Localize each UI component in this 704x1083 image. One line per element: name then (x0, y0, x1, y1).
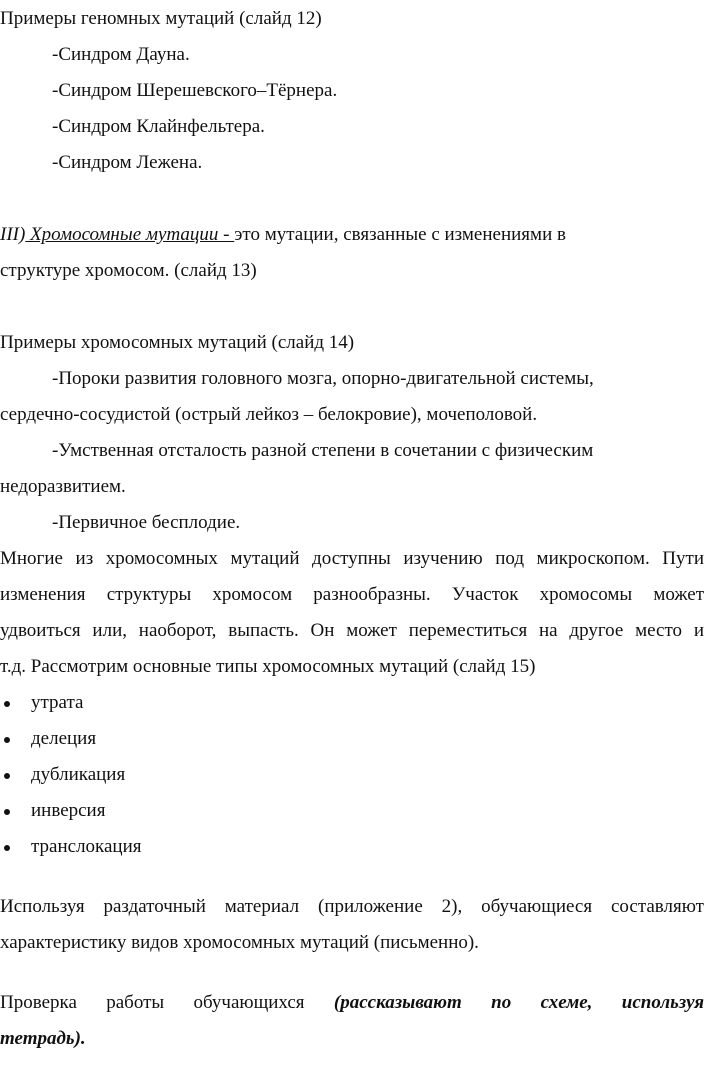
example-retardation-line1: -Умственная отсталость разной степени в сочетании с физическим (52, 440, 594, 461)
example-malformations-line1: -Пороки развития головного мозга, опорно-двигательной системы, (52, 368, 594, 389)
genomic-item-lejeune: -Синдром Лежена. (52, 152, 203, 173)
chromosomal-examples-heading: Примеры хромосомных мутаций (слайд 14) (0, 332, 355, 353)
paragraph-line3: удвоиться или, наоборот, выпасть. Он может переместиться на другое место и (0, 620, 704, 641)
example-infertility: -Первичное бесплодие. (52, 512, 241, 533)
type-label: утрата (31, 692, 84, 713)
type-label: дубликация (31, 764, 126, 785)
paragraph-line2: изменения структуры хромосом разнообразны. Участок хромосомы может (0, 584, 704, 605)
handout-line2: характеристику видов хромосомных мутаций (письменно). (0, 932, 479, 953)
bullet-icon (4, 809, 10, 815)
chromosomal-term: Хромосомные мутации - (25, 224, 235, 245)
section-number: III) (0, 224, 26, 245)
chromosomal-definition-line2: структуре хромосом. (слайд 13) (0, 260, 257, 281)
genomic-heading: Примеры геномных мутаций (слайд 12) (0, 8, 322, 29)
chromosomal-definition-line1 (0, 223, 704, 247)
check-emphasis: (рассказывают по схеме, используя (333, 992, 704, 1013)
bullet-icon (4, 773, 10, 779)
handout-line1: Используя раздаточный материал (приложение 2), обучающиеся составляют (0, 896, 704, 917)
genomic-item-turner: -Синдром Шерешевского–Тёрнера. (52, 80, 338, 101)
paragraph-line1: Многие из хромосомных мутаций доступны изучению под микроскопом. Пути (0, 548, 704, 569)
check-text: Проверка работы обучающихся (0, 992, 334, 1013)
example-retardation-line2: недоразвитием. (0, 476, 126, 497)
bullet-icon (4, 737, 10, 743)
check-line1 (0, 991, 704, 1015)
genomic-item-klinefelter: -Синдром Клайнфельтера. (52, 116, 265, 137)
check-line2: тетрадь). (0, 1028, 86, 1049)
paragraph-line4: т.д. Рассмотрим основные типы хромосомных мутаций (слайд 15) (0, 656, 536, 677)
bullet-icon (4, 845, 10, 851)
example-malformations-line2: сердечно-сосудистой (острый лейкоз – белокровие), мочеполовой. (0, 404, 538, 425)
chromosomal-definition-text: это мутации, связанные с изменениями в (234, 224, 566, 245)
type-label: инверсия (31, 800, 106, 821)
bullet-icon (4, 701, 10, 707)
type-label: транслокация (31, 836, 142, 857)
type-label: делеция (31, 728, 97, 749)
genomic-item-down: -Синдром Дауна. (52, 44, 190, 65)
